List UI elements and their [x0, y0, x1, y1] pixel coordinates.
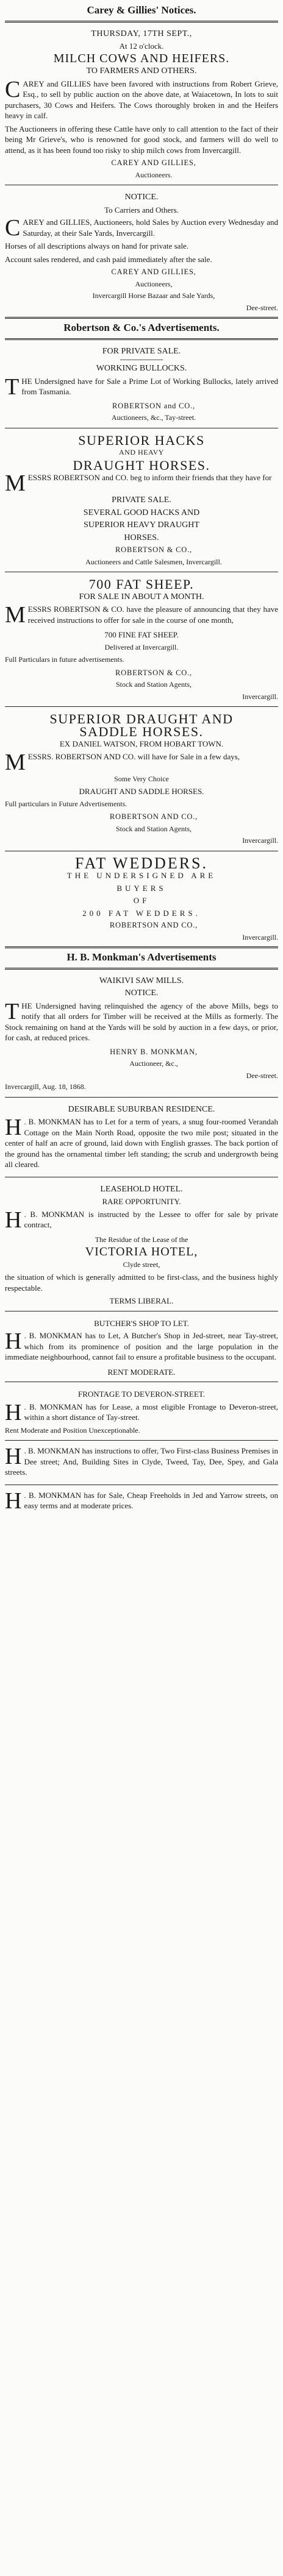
drop-cap: T	[5, 374, 20, 400]
ad-body-text: . B. MONKMAN has instructions to offer, Two First-class Business Premises in Dee street; And, Building Sites in Clyde, Tweed, Tay, Dee, Spey, and Gala streets.	[5, 1446, 278, 1477]
ad-body-text: HE Undersigned having relinquished the agency of the above Mills, begs to notify that all orders for Timber will be received at the Mills as formerly. The Stock remaining on hand at the Yards will be sold by auction in a few days, or prior, for cash, at reduced prices.	[5, 1001, 278, 1042]
ad-body	[5, 1446, 278, 1478]
ad-line: BUYERS	[116, 883, 167, 893]
ad-body-text: The Auctioneers in offering these Cattle have only to call attention to the fact of their being Mr Grieve's, who is renowned for good stock, and farmers will do well to attend, as it has been found too risky to ship milch cows from Invercargill.	[5, 124, 278, 155]
ad-subtitle: TO FARMERS AND OTHERS.	[86, 66, 197, 76]
ad-signature: ROBERTSON & CO.,	[115, 668, 192, 677]
ad-title: FRONTAGE TO DEVERON-STREET.	[77, 1389, 206, 1399]
ad-title: DESIRABLE SUBURBAN RESIDENCE.	[68, 1104, 215, 1114]
ad-line: Delivered at Invercargill.	[104, 642, 179, 651]
ad-business-premises	[5, 1445, 278, 1480]
ad-signature: CAREY AND GILLIES,	[111, 268, 196, 276]
ad-body-text: . B. MONKMAN has for Lease, a most eligible Frontage to Deveron-street, within a short distance of Tay-street.	[24, 1402, 278, 1422]
ad-working-bullocks	[5, 344, 278, 424]
ad-suburban-residence	[5, 1102, 278, 1173]
ad-signature: ROBERTSON AND CO.,	[109, 921, 198, 929]
drop-cap: H	[5, 1488, 22, 1514]
ad-body	[5, 1330, 278, 1363]
ad-rent: RENT MODERATE.	[107, 1367, 176, 1377]
ad-body	[5, 215, 278, 241]
drop-cap: H	[5, 1115, 22, 1140]
ad-signature-role: Stock and Station Agents,	[116, 680, 192, 689]
ad-butchers-shop	[5, 1316, 278, 1378]
ad-line: SEVERAL GOOD HACKS AND	[83, 508, 200, 517]
ad-body-text: ESSRS. ROBERTSON AND CO. will have for Sale in a few days,	[27, 751, 240, 761]
ad-signature-role: Auctioneers, &c., Tay-street.	[111, 413, 196, 422]
ad-body	[5, 76, 278, 121]
ad-deveron-frontage	[5, 1386, 278, 1436]
ad-saw-mills	[5, 973, 278, 1093]
ad-body-text: Account sales rendered, and cash paid immediately after the sale.	[5, 254, 212, 264]
ad-body	[5, 374, 278, 400]
ad-title: BUTCHER'S SHOP TO LET.	[94, 1318, 189, 1328]
divider	[5, 706, 278, 707]
ad-body	[5, 1488, 278, 1514]
ad-title: MILCH COWS AND HEIFERS.	[53, 51, 230, 65]
drop-cap: M	[5, 749, 26, 775]
ad-signature-town: Invercargill.	[242, 932, 278, 942]
drop-cap: M	[5, 470, 26, 496]
ad-signature: ROBERTSON and CO.,	[112, 401, 195, 410]
ad-body-text: . B. MONKMAN is instructed by the Lessee to offer for sale by private contract,	[24, 1209, 278, 1229]
ad-body-text: . B. MONKMAN has to Let, A Butcher's Shop in Jed-street, near Tay-street, which from its prominence of position and the large population in the immediate neighbourhood, cannot fail to ensure a profitable business to the occupant.	[5, 1331, 278, 1361]
drop-cap: H	[5, 1399, 22, 1425]
ad-line: PRIVATE SALE.	[112, 495, 171, 505]
ad-signature-role: Auctioneers and Cattle Salesmen, Invercargill.	[85, 557, 222, 566]
drop-cap: C	[5, 76, 21, 102]
ad-signature-town: Invercargill.	[242, 836, 278, 845]
ad-cheap-freeholds	[5, 1489, 278, 1514]
ad-subtitle: NOTICE.	[124, 988, 159, 998]
ad-body-text: AREY and GILLIES, Auctioneers, hold Sales by Auction every Wednesday and Saturday, at their Sale Yards, Invercargill.	[23, 218, 278, 238]
ad-dateline: Invercargill, Aug. 18, 1868.	[5, 1082, 86, 1091]
ad-title: SUPERIOR HACKS	[78, 432, 205, 448]
section-header-robertson: Robertson & Co.'s Advertisements.	[63, 322, 220, 333]
ad-signature: ROBERTSON AND CO.,	[109, 812, 198, 821]
ad-milch-cows	[5, 26, 278, 181]
ad-signature: CAREY AND GILLIES,	[111, 158, 196, 167]
ad-title: SADDLE HORSES.	[79, 723, 204, 739]
ad-terms: TERMS LIBERAL.	[109, 1296, 174, 1305]
ad-leasehold-hotel	[5, 1182, 278, 1307]
divider	[5, 338, 278, 340]
ad-notice-carriers	[5, 190, 278, 313]
ad-line: 700 FINE FAT SHEEP.	[104, 630, 179, 639]
ad-line: VICTORIA HOTEL,	[85, 1245, 198, 1258]
ad-body-text: ESSRS ROBERTSON & CO. have the pleasure of announcing that they have received instructions to offer for sale in the course of one month,	[27, 605, 278, 625]
ad-title: FAT WEDDERS.	[74, 854, 209, 872]
ad-body	[5, 1399, 278, 1425]
ad-fat-wedders	[5, 856, 278, 943]
ad-line: SUPERIOR HEAVY DRAUGHT	[84, 520, 199, 530]
ad-line: THE UNDERSIGNED ARE	[66, 871, 217, 880]
ad-rent: Rent Moderate and Position Unexceptionable.	[5, 1425, 140, 1435]
ad-signature-town: Invercargill.	[242, 692, 278, 701]
ad-signature-town: Dee-street.	[246, 303, 278, 312]
ad-body-text: . B. MONKMAN has for Sale, Cheap Freeholds in Jed and Yarrow streets, on easy terms and at moderate prices.	[24, 1490, 278, 1510]
ad-body	[5, 998, 278, 1043]
ad-title-and: AND HEAVY	[119, 448, 164, 456]
ad-body	[5, 749, 278, 775]
ad-title: FOR PRIVATE SALE.	[102, 346, 181, 356]
ad-title: WAIKIVI SAW MILLS.	[99, 976, 184, 985]
ad-particulars: Full Particulars in future advertisements.	[5, 655, 124, 664]
ad-body	[5, 1116, 278, 1170]
ad-line: OF	[133, 896, 150, 905]
ad-line: Clyde street,	[123, 1260, 160, 1269]
ad-body	[5, 1207, 278, 1233]
ad-body-text: HE Undersigned have for Sale a Prime Lot of Working Bullocks, lately arrived from Tasmania.	[21, 376, 278, 396]
ad-line: The Residue of the Lease of the	[95, 1235, 188, 1244]
ad-body	[5, 470, 278, 496]
ad-body-text: Horses of all descriptions always on hand for private sale.	[5, 241, 189, 250]
ad-title: SUPERIOR DRAUGHT AND	[49, 711, 234, 726]
ad-date: THURSDAY, 17TH SEPT.,	[91, 29, 192, 38]
ad-body-text: ESSRS ROBERTSON and CO. beg to inform their friends that they have for	[27, 473, 272, 482]
ad-time: At 12 o'clock.	[119, 41, 164, 51]
drop-cap: H	[5, 1207, 22, 1233]
ad-subtitle: FOR SALE IN ABOUT A MONTH.	[79, 592, 204, 601]
ad-title: 700 FAT SHEEP.	[88, 577, 195, 592]
ad-line: Some Very Choice	[114, 774, 169, 783]
ad-signature: ROBERTSON & CO.,	[115, 545, 192, 554]
ad-hacks-draught-horses	[5, 433, 278, 568]
drop-cap: H	[5, 1329, 22, 1354]
divider	[5, 1440, 278, 1441]
divider	[5, 21, 278, 23]
ad-signature-town: Dee-street.	[246, 1071, 278, 1080]
ad-title: DRAUGHT HORSES.	[73, 457, 210, 473]
divider	[5, 317, 278, 319]
ad-line: DRAUGHT AND SADDLE HORSES.	[79, 787, 204, 796]
ad-subtitle: RARE OPPORTUNITY.	[102, 1197, 181, 1206]
ad-draught-saddle-horses	[5, 711, 278, 846]
ad-particulars: Full particulars in Future Advertisements.	[5, 799, 127, 808]
section-header-carey: Carey & Gillies' Notices.	[87, 4, 196, 16]
ad-subtitle: To Carriers and Others.	[104, 205, 179, 215]
ad-body-text: . B. MONKMAN has to Let for a term of years, a snug four-roomed Verandah Cottage on the Main North Road, opposite the two mile post; situated in the center of half an acre of ground, laid down with English grasses. The back portion of the ground has the ornamental timber left standing; the scrub and undergrowth being all cleared.	[5, 1117, 278, 1169]
drop-cap: M	[5, 602, 26, 628]
ad-body	[5, 602, 278, 628]
ad-subtitle: EX DANIEL WATSON, FROM HOBART TOWN.	[59, 739, 224, 748]
ad-body-text: the situation of which is generally admitted to be first-class, and the business highly respectable.	[5, 1272, 278, 1293]
ad-line: 200 FAT WEDDERS.	[82, 908, 201, 918]
drop-cap: C	[5, 215, 21, 241]
drop-cap: H	[5, 1444, 22, 1469]
divider	[5, 946, 278, 948]
ad-fat-sheep	[5, 577, 278, 702]
ad-title: NOTICE.	[124, 193, 159, 202]
section-header-monkman: H. B. Monkman's Advertisements	[66, 951, 217, 963]
ad-signature-role: Stock and Station Agents,	[116, 824, 192, 833]
ad-signature-place: Invercargill Horse Bazaar and Sale Yards,	[92, 291, 215, 300]
divider	[5, 968, 278, 970]
ad-signature-role: Auctioneer, &c.,	[129, 1059, 178, 1068]
ad-body-text: AREY and GILLIES have been favored with instructions from Robert Grieve, Esq., to sell by public auction on the above date, at Waiacetown, In lots to suit purchasers, 30 Cows and Heifers. The Cows thoroughly broken in and the Heifers heavy in calf.	[5, 79, 278, 120]
ad-subtitle: WORKING BULLOCKS.	[96, 364, 187, 373]
ad-signature-role: Auctioneers,	[135, 279, 173, 288]
drop-cap: T	[5, 998, 20, 1024]
ad-signature: HENRY B. MONKMAN,	[110, 1047, 198, 1056]
ad-signature-role: Auctioneers.	[135, 170, 173, 179]
divider	[5, 1097, 278, 1098]
ad-line: HORSES.	[124, 533, 159, 542]
ad-title: LEASEHOLD HOTEL.	[100, 1184, 183, 1194]
